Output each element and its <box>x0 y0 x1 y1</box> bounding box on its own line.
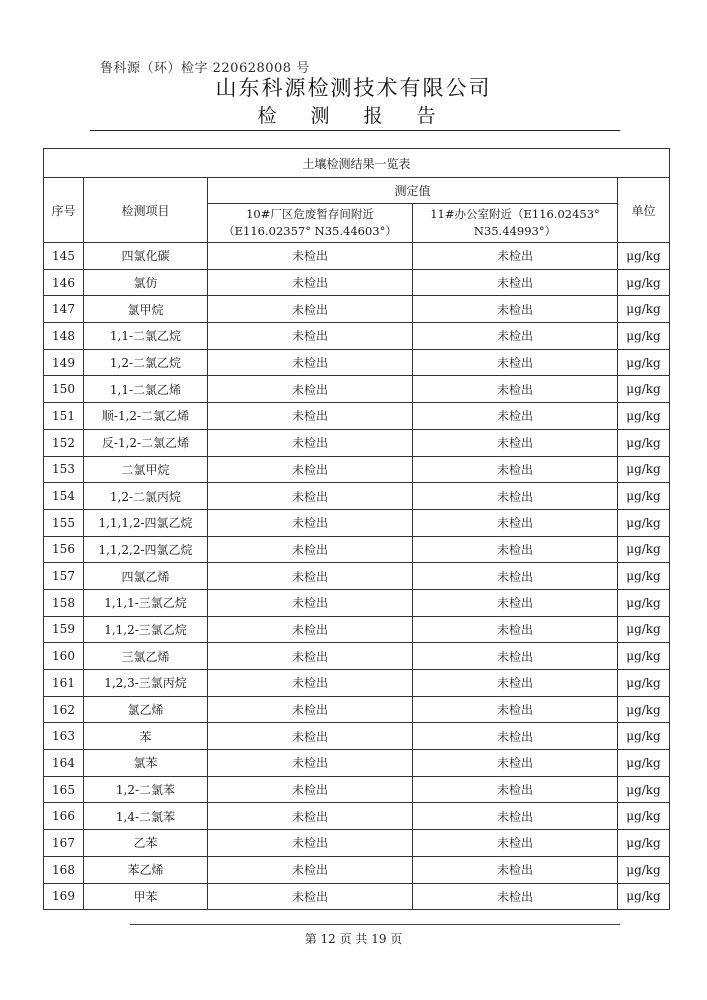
table-row <box>44 696 670 723</box>
row-value-site2: 未检出 <box>413 723 618 750</box>
table-row <box>44 776 670 803</box>
row-index: 150 <box>44 376 84 403</box>
row-index: 166 <box>44 803 84 830</box>
row-index: 158 <box>44 589 84 616</box>
row-unit: μg/kg <box>618 563 670 590</box>
row-item-name: 反-1,2-二氯乙烯 <box>84 429 208 456</box>
row-value-site1: 未检出 <box>208 403 413 430</box>
row-item-name: 四氯化碳 <box>84 243 208 270</box>
document-number: 鲁科源（环）检字 220628008 号 <box>100 61 310 76</box>
table-row <box>44 483 670 510</box>
table-row <box>44 856 670 883</box>
footer-divider <box>130 924 620 925</box>
row-index: 159 <box>44 616 84 643</box>
row-index: 152 <box>44 429 84 456</box>
row-item-name: 苯乙烯 <box>84 856 208 883</box>
report-title: 检 测 报 告 <box>257 105 450 127</box>
row-item-name: 1,2-二氯苯 <box>84 776 208 803</box>
row-unit: μg/kg <box>618 670 670 697</box>
row-index: 162 <box>44 696 84 723</box>
row-unit: μg/kg <box>618 616 670 643</box>
row-unit: μg/kg <box>618 589 670 616</box>
row-unit: μg/kg <box>618 269 670 296</box>
table-row <box>44 403 670 430</box>
row-value-site1: 未检出 <box>208 643 413 670</box>
table-row <box>44 723 670 750</box>
row-item-name: 1,1-二氯乙烷 <box>84 323 208 350</box>
row-value-site1: 未检出 <box>208 830 413 857</box>
col-index-header: 序号 <box>44 178 84 243</box>
row-unit: μg/kg <box>618 509 670 536</box>
row-value-site1: 未检出 <box>208 456 413 483</box>
row-value-site2: 未检出 <box>413 483 618 510</box>
row-unit: μg/kg <box>618 323 670 350</box>
row-unit: μg/kg <box>618 776 670 803</box>
table-row <box>44 616 670 643</box>
table-row <box>44 323 670 350</box>
table-row <box>44 296 670 323</box>
table-title: 土壤检测结果一览表 <box>44 149 670 178</box>
row-unit: μg/kg <box>618 723 670 750</box>
row-unit: μg/kg <box>618 483 670 510</box>
row-index: 155 <box>44 509 84 536</box>
row-value-site1: 未检出 <box>208 349 413 376</box>
header-divider <box>90 130 620 131</box>
row-unit: μg/kg <box>618 643 670 670</box>
row-item-name: 四氯乙烯 <box>84 563 208 590</box>
table-row <box>44 536 670 563</box>
row-item-name: 乙苯 <box>84 830 208 857</box>
row-index: 161 <box>44 670 84 697</box>
row-value-site2: 未检出 <box>413 750 618 777</box>
row-value-site1: 未检出 <box>208 563 413 590</box>
row-unit: μg/kg <box>618 830 670 857</box>
row-unit: μg/kg <box>618 536 670 563</box>
row-value-site1: 未检出 <box>208 883 413 910</box>
row-item-name: 苯 <box>84 723 208 750</box>
row-unit: μg/kg <box>618 243 670 270</box>
soil-results-table <box>43 148 670 910</box>
row-value-site2: 未检出 <box>413 323 618 350</box>
row-value-site1: 未检出 <box>208 670 413 697</box>
row-index: 148 <box>44 323 84 350</box>
row-unit: μg/kg <box>618 456 670 483</box>
row-unit: μg/kg <box>618 696 670 723</box>
row-unit: μg/kg <box>618 429 670 456</box>
row-index: 165 <box>44 776 84 803</box>
row-item-name: 1,1,2-三氯乙烷 <box>84 616 208 643</box>
row-item-name: 甲苯 <box>84 883 208 910</box>
col-site2-header: 11#办公室附近（E116.02453° N35.44993°） <box>413 204 618 243</box>
table-row <box>44 243 670 270</box>
row-value-site1: 未检出 <box>208 243 413 270</box>
row-index: 154 <box>44 483 84 510</box>
table-row <box>44 376 670 403</box>
row-index: 145 <box>44 243 84 270</box>
row-value-site1: 未检出 <box>208 536 413 563</box>
row-unit: μg/kg <box>618 296 670 323</box>
table-row <box>44 456 670 483</box>
row-value-site2: 未检出 <box>413 536 618 563</box>
row-value-site1: 未检出 <box>208 776 413 803</box>
row-value-site1: 未检出 <box>208 429 413 456</box>
col-unit-header: 单位 <box>618 178 670 243</box>
row-item-name: 1,1,1,2-四氯乙烷 <box>84 509 208 536</box>
row-index: 157 <box>44 563 84 590</box>
row-item-name: 顺-1,2-二氯乙烯 <box>84 403 208 430</box>
row-value-site2: 未检出 <box>413 776 618 803</box>
row-item-name: 氯甲烷 <box>84 296 208 323</box>
row-value-site2: 未检出 <box>413 670 618 697</box>
row-index: 156 <box>44 536 84 563</box>
row-value-site1: 未检出 <box>208 696 413 723</box>
table-row <box>44 509 670 536</box>
row-index: 153 <box>44 456 84 483</box>
row-value-site1: 未检出 <box>208 589 413 616</box>
row-value-site2: 未检出 <box>413 696 618 723</box>
row-value-site2: 未检出 <box>413 456 618 483</box>
row-item-name: 1,1-二氯乙烯 <box>84 376 208 403</box>
row-unit: μg/kg <box>618 349 670 376</box>
col-value-group-header: 测定值 <box>208 178 618 204</box>
row-item-name: 1,2,3-三氯丙烷 <box>84 670 208 697</box>
row-value-site2: 未检出 <box>413 349 618 376</box>
row-value-site2: 未检出 <box>413 376 618 403</box>
col-item-header: 检测项目 <box>84 178 208 243</box>
row-unit: μg/kg <box>618 403 670 430</box>
row-value-site2: 未检出 <box>413 856 618 883</box>
table-row <box>44 349 670 376</box>
row-index: 164 <box>44 750 84 777</box>
row-value-site2: 未检出 <box>413 269 618 296</box>
row-unit: μg/kg <box>618 750 670 777</box>
row-index: 160 <box>44 643 84 670</box>
row-value-site1: 未检出 <box>208 750 413 777</box>
row-index: 168 <box>44 856 84 883</box>
table-row <box>44 670 670 697</box>
results-table-container <box>43 148 669 910</box>
table-row <box>44 563 670 590</box>
row-value-site1: 未检出 <box>208 856 413 883</box>
row-index: 147 <box>44 296 84 323</box>
row-index: 169 <box>44 883 84 910</box>
row-index: 163 <box>44 723 84 750</box>
row-value-site2: 未检出 <box>413 643 618 670</box>
row-value-site1: 未检出 <box>208 509 413 536</box>
row-index: 151 <box>44 403 84 430</box>
table-row <box>44 750 670 777</box>
row-value-site2: 未检出 <box>413 509 618 536</box>
row-value-site2: 未检出 <box>413 429 618 456</box>
company-name: 山东科源检测技术有限公司 <box>215 76 492 100</box>
row-value-site2: 未检出 <box>413 563 618 590</box>
row-value-site1: 未检出 <box>208 803 413 830</box>
table-row <box>44 269 670 296</box>
row-value-site2: 未检出 <box>413 243 618 270</box>
row-value-site2: 未检出 <box>413 883 618 910</box>
row-index: 149 <box>44 349 84 376</box>
row-value-site2: 未检出 <box>413 803 618 830</box>
row-value-site1: 未检出 <box>208 376 413 403</box>
row-item-name: 1,1,1-三氯乙烷 <box>84 589 208 616</box>
table-row <box>44 883 670 910</box>
row-value-site1: 未检出 <box>208 296 413 323</box>
row-item-name: 1,4-二氯苯 <box>84 803 208 830</box>
col-site1-header: 10#厂区危废暂存间附近（E116.02357° N35.44603°） <box>208 204 413 243</box>
row-value-site2: 未检出 <box>413 830 618 857</box>
row-value-site2: 未检出 <box>413 616 618 643</box>
row-item-name: 1,2-二氯乙烷 <box>84 349 208 376</box>
table-row <box>44 803 670 830</box>
row-item-name: 二氯甲烷 <box>84 456 208 483</box>
row-item-name: 三氯乙烯 <box>84 643 208 670</box>
table-row <box>44 830 670 857</box>
row-item-name: 氯仿 <box>84 269 208 296</box>
row-value-site2: 未检出 <box>413 589 618 616</box>
page-number: 第 12 页 共 19 页 <box>304 932 403 946</box>
row-unit: μg/kg <box>618 376 670 403</box>
row-value-site1: 未检出 <box>208 616 413 643</box>
table-row <box>44 589 670 616</box>
row-value-site1: 未检出 <box>208 269 413 296</box>
row-unit: μg/kg <box>618 883 670 910</box>
row-value-site1: 未检出 <box>208 483 413 510</box>
row-value-site2: 未检出 <box>413 403 618 430</box>
row-index: 167 <box>44 830 84 857</box>
row-value-site1: 未检出 <box>208 723 413 750</box>
row-item-name: 氯乙烯 <box>84 696 208 723</box>
row-item-name: 氯苯 <box>84 750 208 777</box>
row-unit: μg/kg <box>618 803 670 830</box>
row-unit: μg/kg <box>618 856 670 883</box>
row-value-site1: 未检出 <box>208 323 413 350</box>
table-row <box>44 643 670 670</box>
row-item-name: 1,2-二氯丙烷 <box>84 483 208 510</box>
row-index: 146 <box>44 269 84 296</box>
row-value-site2: 未检出 <box>413 296 618 323</box>
row-item-name: 1,1,2,2-四氯乙烷 <box>84 536 208 563</box>
table-row <box>44 429 670 456</box>
